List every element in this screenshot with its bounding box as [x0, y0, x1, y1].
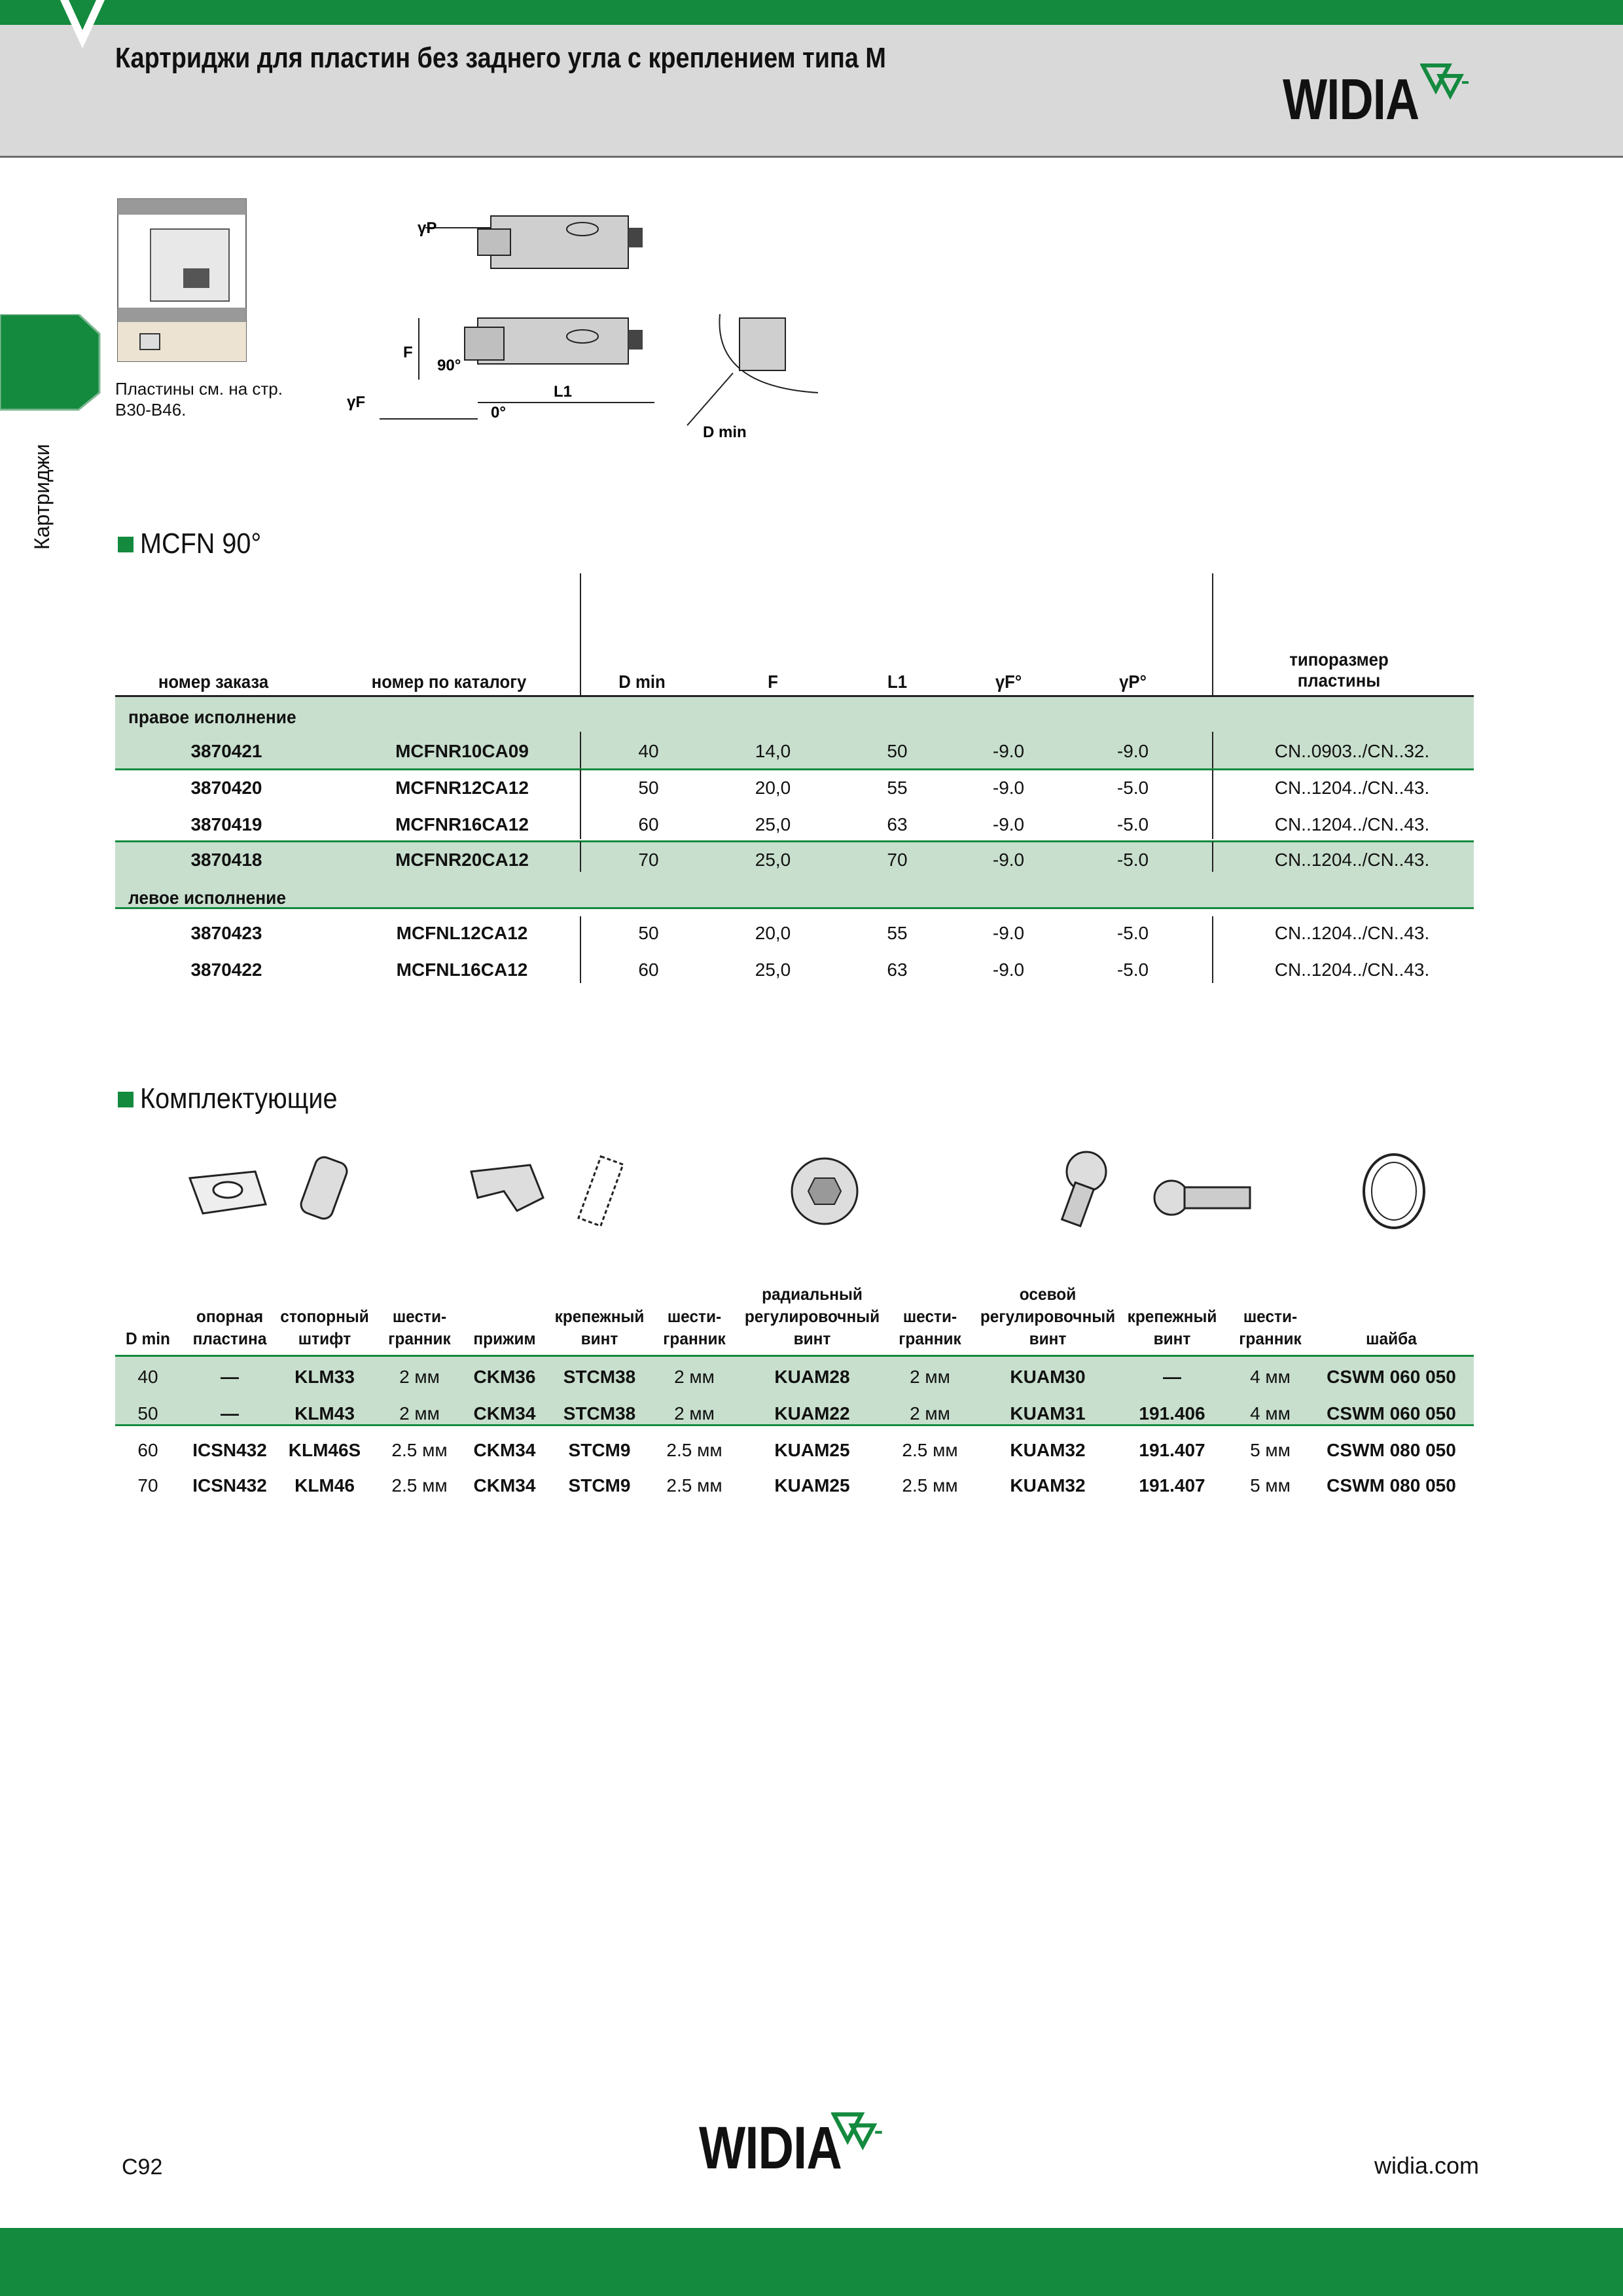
- dmin-value: 50: [638, 778, 659, 798]
- acc-mount-screw: 191.406: [1139, 1403, 1205, 1424]
- acc-hex: 2 мм: [910, 1403, 950, 1424]
- acc-header-washer: [1317, 1327, 1465, 1350]
- acc-hex: 2 мм: [674, 1403, 715, 1424]
- corner-notch-inner: [69, 0, 96, 30]
- clamp-screw-icon: [579, 1157, 623, 1226]
- acc-hex: 2.5 мм: [666, 1475, 722, 1496]
- acc-header-line: гранник: [1239, 1329, 1302, 1348]
- l1-value: 55: [887, 778, 908, 798]
- order-number: 3870423: [190, 923, 262, 943]
- top-view: [425, 216, 643, 268]
- acc-hex: 2 мм: [399, 1367, 440, 1387]
- col-header-gamma-f: γF°: [995, 672, 1022, 692]
- acc-header-mount-screw: [1120, 1305, 1224, 1350]
- washer-icon: [1364, 1155, 1424, 1228]
- acc-header-lock-pin: [276, 1305, 374, 1350]
- acc-header-line: шести-: [902, 1306, 957, 1326]
- insert-size-value: CN..1204../CN..43.: [1274, 814, 1430, 834]
- gamma-f-value: -9.0: [992, 778, 1025, 798]
- acc-hex: 2.5 мм: [391, 1440, 448, 1460]
- dmin-value: 50: [638, 923, 659, 943]
- acc-hex: 5 мм: [1250, 1475, 1291, 1496]
- dmin-value: 60: [638, 814, 659, 834]
- acc-radial-screw: KUAM25: [774, 1440, 850, 1460]
- acc-header-hex-key: [380, 1305, 459, 1350]
- catalog-number: MCFNL12CA12: [396, 923, 528, 943]
- acc-header-line: штифт: [298, 1329, 351, 1348]
- acc-header-line: опорная: [196, 1306, 264, 1326]
- acc-lock-pin: KLM46: [294, 1475, 355, 1496]
- column-rule: [1212, 732, 1213, 768]
- acc-header-axial-screw: [977, 1283, 1118, 1350]
- f-value: 25,0: [755, 814, 791, 834]
- page-number: C92: [122, 2155, 163, 2179]
- acc-hex: 4 мм: [1250, 1367, 1291, 1387]
- acc-header-line: винт: [1029, 1329, 1067, 1348]
- acc-clamp: CKM34: [473, 1403, 536, 1424]
- catalog-number: MCFNL16CA12: [396, 960, 528, 980]
- acc-header-radial-screw: [741, 1283, 883, 1350]
- column-rule: [1212, 770, 1213, 839]
- column-rule: [580, 573, 581, 695]
- acc-axial-screw: KUAM31: [1010, 1403, 1086, 1424]
- acc-clamp: CKM34: [473, 1440, 536, 1460]
- insert-size-line1: типоразмер: [1289, 649, 1389, 670]
- col-header-insert-size: [1260, 649, 1417, 691]
- acc-header-hex-key: [1230, 1305, 1310, 1350]
- acc-hex: 2.5 мм: [902, 1440, 958, 1460]
- acc-hex: 2.5 мм: [902, 1475, 958, 1496]
- order-number: 3870422: [190, 960, 262, 980]
- gamma-f-value: -9.0: [992, 850, 1025, 870]
- l1-value: 50: [887, 741, 908, 761]
- acc-header-line: стопорный: [280, 1306, 369, 1326]
- acc-dmin: 70: [137, 1475, 158, 1496]
- column-rule: [580, 770, 581, 839]
- accessory-illustrations: [111, 1132, 1479, 1250]
- acc-clamp-screw: STCM9: [568, 1475, 631, 1496]
- column-rule: [580, 842, 581, 872]
- acc-header-line: прижим: [473, 1329, 536, 1348]
- acc-header-line: винт: [580, 1329, 618, 1348]
- column-rule: [1212, 916, 1213, 983]
- inserts-note-line2: B30-B46.: [115, 400, 187, 420]
- widia-logo-icon: [831, 2110, 886, 2159]
- acc-dmin: 50: [137, 1403, 158, 1424]
- catalog-number: MCFNR10CA09: [395, 741, 529, 761]
- zero-angle-label: 0°: [491, 404, 506, 422]
- acc-hex: 2 мм: [674, 1367, 715, 1387]
- insert-size-value: CN..0903../CN..32.: [1274, 741, 1430, 761]
- column-rule: [580, 732, 581, 768]
- dmin-value: 40: [638, 741, 659, 761]
- gamma-f-label: γF: [347, 393, 366, 411]
- gamma-f-value: -9.0: [992, 923, 1025, 943]
- acc-hex: 2 мм: [399, 1403, 440, 1424]
- l1-value: 63: [887, 814, 908, 834]
- dmin-value: 70: [638, 850, 659, 870]
- acc-lock-pin: KLM46S: [288, 1440, 361, 1460]
- acc-header-line: регулировочный: [744, 1306, 880, 1326]
- acc-axial-screw: KUAM32: [1010, 1475, 1086, 1496]
- catalog-number: MCFNR16CA12: [395, 814, 529, 834]
- acc-header-line: шести-: [667, 1306, 722, 1326]
- acc-axial-screw: KUAM32: [1010, 1440, 1086, 1460]
- acc-header-clamp-screw: [550, 1305, 649, 1350]
- gamma-p-value: -5.0: [1116, 923, 1149, 943]
- acc-clamp: CKM36: [473, 1367, 536, 1387]
- acc-header-line: гранник: [663, 1329, 726, 1348]
- acc-mount-screw: 191.407: [1139, 1440, 1205, 1460]
- acc-radial-screw: KUAM25: [774, 1475, 850, 1496]
- acc-shim: ICSN432: [192, 1440, 267, 1460]
- adjusting-screw-icon: [1062, 1152, 1106, 1226]
- section-bullet: [118, 537, 134, 552]
- group-label-right: правое исполнение: [128, 707, 296, 727]
- catalog-number: MCFNR20CA12: [395, 850, 529, 870]
- col-header-order-number: номер заказа: [158, 672, 269, 692]
- gamma-p-value: -9.0: [1116, 741, 1149, 761]
- acc-shim: ICSN432: [192, 1475, 267, 1496]
- gamma-p-value: -5.0: [1116, 850, 1149, 870]
- widia-logo-icon: [1420, 62, 1472, 107]
- acc-radial-screw: KUAM28: [774, 1367, 850, 1387]
- acc-clamp-screw: STCM38: [563, 1367, 636, 1387]
- acc-hex: 5 мм: [1250, 1440, 1291, 1460]
- acc-lock-pin: KLM43: [294, 1403, 355, 1424]
- insert-size-value: CN..1204../CN..43.: [1274, 850, 1430, 870]
- acc-header-line: осевой: [1019, 1284, 1077, 1304]
- inserts-note: [115, 378, 283, 420]
- insert-size-line2: пластины: [1297, 670, 1381, 691]
- acc-dmin: 40: [137, 1367, 158, 1387]
- accessories-table: [115, 1283, 1474, 1499]
- widia-logo-text: WIDIA: [1283, 67, 1419, 132]
- acc-axial-screw: KUAM30: [1010, 1367, 1086, 1387]
- acc-header-line: шести-: [392, 1306, 447, 1326]
- acc-header-hex-key: [890, 1305, 970, 1350]
- insert-size-value: CN..1204../CN..43.: [1274, 778, 1430, 798]
- acc-dmin: 60: [137, 1440, 158, 1460]
- acc-header-line: шести-: [1243, 1306, 1298, 1326]
- acc-header-line: крепежный: [554, 1306, 645, 1326]
- technical-drawing: [111, 190, 844, 465]
- inserts-note-line1: Пластины см. на стр.: [115, 379, 283, 399]
- col-header-gamma-p: γP°: [1119, 672, 1147, 692]
- column-rule: [1212, 573, 1213, 695]
- acc-header-line: пластина: [192, 1329, 267, 1348]
- mcfn-table: [115, 573, 1474, 992]
- f-value: 14,0: [755, 741, 791, 761]
- row-rule: [115, 1424, 1474, 1426]
- order-number: 3870418: [190, 850, 262, 870]
- section-bullet: [118, 1092, 134, 1107]
- acc-header-line: гранник: [899, 1329, 961, 1348]
- column-rule: [580, 916, 581, 983]
- side-section-label: Картриджи: [30, 444, 54, 550]
- acc-header-clamp: [465, 1327, 544, 1350]
- page-title: Картриджи для пластин без заднего угла с креплением типа M: [115, 42, 886, 74]
- acc-header-line: гранник: [388, 1329, 451, 1348]
- acc-mount-screw: —: [1163, 1367, 1181, 1387]
- col-header-catalog-number: номер по каталогу: [371, 672, 527, 692]
- l1-label: L1: [554, 383, 573, 401]
- dmin-label: D min: [703, 423, 747, 441]
- row-rule: [115, 768, 1474, 770]
- f-value: 25,0: [755, 850, 791, 870]
- detail-view: [687, 314, 818, 425]
- bottom-stripe: [0, 2228, 1623, 2296]
- acc-header-line: шайба: [1366, 1329, 1417, 1348]
- insert-bore-view: [118, 199, 246, 361]
- insert-size-value: CN..1204../CN..43.: [1274, 923, 1430, 943]
- acc-header-line: винт: [793, 1329, 831, 1348]
- section-title-mcfn: MCFN 90°: [140, 528, 262, 560]
- website-link[interactable]: widia.com: [1374, 2152, 1480, 2179]
- gamma-p-label: γP: [418, 219, 437, 237]
- header-rule: [115, 695, 1474, 697]
- side-tab-marker: [0, 314, 102, 412]
- dmin-value: 60: [638, 960, 659, 980]
- gamma-f-value: -9.0: [992, 741, 1025, 761]
- acc-clamp: CKM34: [473, 1475, 536, 1496]
- gamma-p-value: -5.0: [1116, 960, 1149, 980]
- acc-washer: CSWM 080 050: [1327, 1475, 1456, 1496]
- side-view: [380, 318, 654, 419]
- top-stripe: [0, 0, 1623, 25]
- acc-header-line: D min: [126, 1329, 170, 1348]
- row-rule: [115, 840, 1474, 842]
- torx-screw-icon: [1154, 1181, 1250, 1215]
- acc-clamp-screw: STCM38: [563, 1403, 636, 1424]
- insert-size-value: CN..1204../CN..43.: [1274, 960, 1430, 980]
- column-rule: [1212, 842, 1213, 872]
- acc-header-line: винт: [1153, 1329, 1191, 1348]
- acc-header-line: крепежный: [1127, 1306, 1217, 1326]
- acc-lock-pin: KLM33: [294, 1367, 355, 1387]
- col-header-f: F: [768, 672, 778, 692]
- f-value: 20,0: [755, 778, 791, 798]
- acc-clamp-screw: STCM9: [568, 1440, 631, 1460]
- clamp-icon: [471, 1165, 543, 1211]
- order-number: 3870421: [190, 741, 262, 761]
- acc-hex: 4 мм: [1250, 1403, 1291, 1424]
- lock-pin-icon: [298, 1155, 349, 1221]
- gamma-p-value: -5.0: [1116, 778, 1149, 798]
- l1-value: 55: [887, 923, 908, 943]
- col-header-l1: L1: [887, 672, 908, 692]
- acc-hex: 2 мм: [910, 1367, 950, 1387]
- order-number: 3870419: [190, 814, 262, 834]
- gamma-f-value: -9.0: [992, 960, 1025, 980]
- acc-washer: CSWM 080 050: [1327, 1440, 1456, 1460]
- set-screw-icon: [792, 1158, 857, 1224]
- acc-header-dmin: [117, 1327, 179, 1350]
- acc-shim: —: [221, 1367, 239, 1387]
- shim-icon: [190, 1172, 266, 1213]
- l1-value: 63: [887, 960, 908, 980]
- acc-header-shim: [184, 1305, 276, 1350]
- section-title-accessories: Комплектующие: [140, 1083, 338, 1115]
- l1-value: 70: [887, 850, 908, 870]
- f-value: 20,0: [755, 923, 791, 943]
- header-rule: [115, 1355, 1474, 1357]
- col-header-dmin: D min: [618, 672, 666, 692]
- group-label-left: левое исполнение: [128, 888, 286, 908]
- acc-header-line: радиальный: [762, 1284, 863, 1304]
- acc-header-hex-key: [654, 1305, 734, 1350]
- acc-mount-screw: 191.407: [1139, 1475, 1205, 1496]
- gamma-f-value: -9.0: [992, 814, 1025, 834]
- acc-hex: 2.5 мм: [391, 1475, 448, 1496]
- acc-washer: CSWM 060 050: [1327, 1403, 1456, 1424]
- catalog-number: MCFNR12CA12: [395, 778, 529, 798]
- row-rule: [115, 907, 1474, 909]
- acc-hex: 2.5 мм: [666, 1440, 722, 1460]
- f-label: F: [403, 344, 413, 361]
- acc-radial-screw: KUAM22: [774, 1403, 850, 1424]
- angle-90-label: 90°: [437, 357, 461, 374]
- acc-header-line: регулировочный: [980, 1306, 1116, 1326]
- f-value: 25,0: [755, 960, 791, 980]
- widia-logo-text: WIDIA: [699, 2115, 842, 2181]
- acc-shim: —: [221, 1403, 239, 1424]
- gamma-p-value: -5.0: [1116, 814, 1149, 834]
- order-number: 3870420: [190, 778, 262, 798]
- acc-washer: CSWM 060 050: [1327, 1367, 1456, 1387]
